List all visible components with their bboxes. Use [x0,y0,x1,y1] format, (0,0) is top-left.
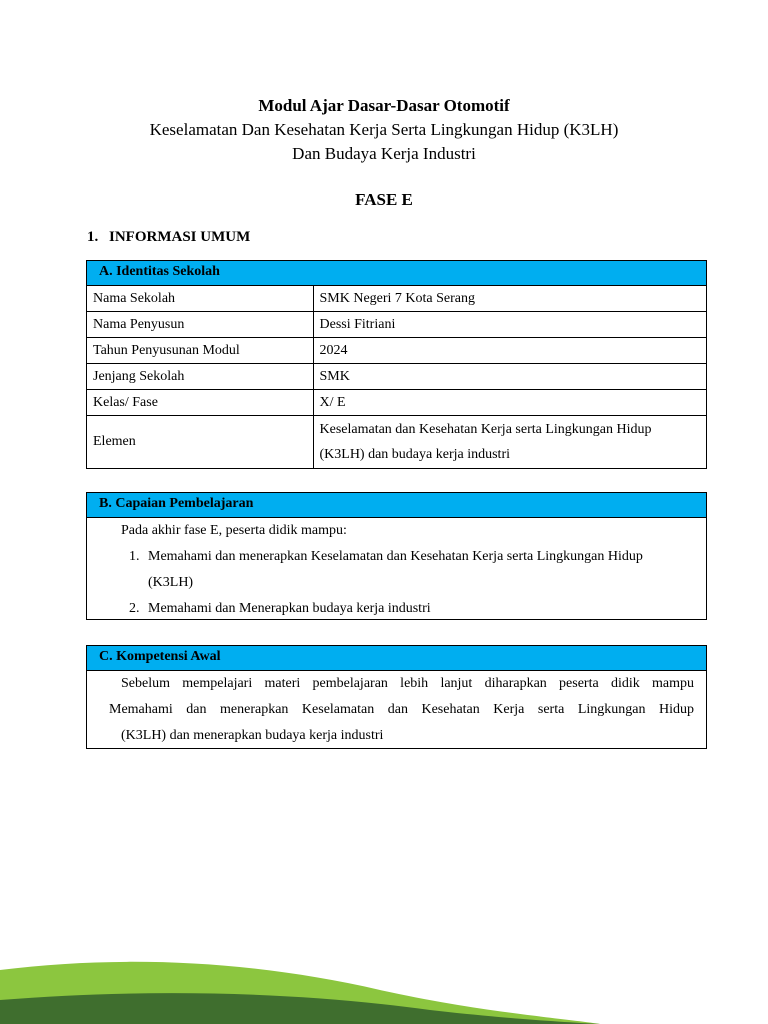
row-label: Jenjang Sekolah [87,364,313,390]
table-row [87,312,706,338]
row-value: SMK [313,364,706,390]
table-row [87,364,706,390]
list-item [87,544,706,596]
footer-wave-decoration [0,930,768,1024]
kompetensi-line: (K3LH) dan menerapkan budaya kerja industri [121,728,384,743]
row-value: X/ E [313,390,706,416]
row-value-line: (K3LH) dan budaya kerja industri [319,446,510,462]
kompetensi-body [87,671,706,753]
fase-heading: FASE E [355,190,413,209]
identitas-sekolah-header: A. Identitas Sekolah [87,261,706,286]
document-subtitle-line-1: Keselamatan Dan Kesehatan Kerja Serta Lingkungan Hidup (K3LH) [149,120,619,139]
row-value-line: Keselamatan dan Kesehatan Kerja serta Lingkungan Hidup [319,421,652,437]
row-value: SMK Negeri 7 Kota Serang [319,291,476,306]
row-value [313,416,706,468]
row-value: 2024 [313,338,706,364]
section-number: 1. [87,229,99,245]
table-row [87,338,706,364]
capaian-pembelajaran-box [86,492,707,620]
kompetensi-line: Sebelum mempelajari materi pembelajaran lebih lanjut diharapkan peserta didik mampu [121,676,694,691]
list-item-number: 1. [129,549,140,564]
table-row [87,390,706,416]
section-title: INFORMASI UMUM [109,229,251,245]
row-label: Nama Penyusun [87,312,313,338]
row-value: Dessi Fitriani [313,312,706,338]
capaian-intro: Pada akhir fase E, peserta didik mampu: [121,523,347,538]
document-title: Modul Ajar Dasar-Dasar Otomotif [258,96,510,115]
list-item-text: Memahami dan Menerapkan budaya kerja industri [148,601,431,616]
kompetensi-awal-header: C. Kompetensi Awal [87,646,706,671]
list-item-text: Memahami dan menerapkan Keselamatan dan Kesehatan Kerja serta Lingkungan Hidup [148,549,643,564]
list-item [87,596,706,622]
kompetensi-line: Memahami dan menerapkan Keselamatan dan Kesehatan Kerja serta Lingkungan Hidup [109,702,694,717]
table-row [87,416,706,468]
document-subtitle-line-2: Dan Budaya Kerja Industri [292,144,476,163]
row-label: Tahun Penyusunan Modul [87,338,313,364]
capaian-body [87,518,706,628]
capaian-pembelajaran-header: B. Capaian Pembelajaran [87,493,706,518]
identitas-sekolah-box [86,260,707,469]
list-item-number: 2. [129,601,140,616]
list-item-text: (K3LH) [148,575,194,590]
table-row [87,286,706,312]
section-heading [87,229,250,246]
row-label: Kelas/ Fase [87,390,313,416]
kompetensi-awal-box [86,645,707,749]
identitas-table [87,286,706,468]
row-label: Nama Sekolah [87,286,313,312]
row-label: Elemen [87,416,313,468]
